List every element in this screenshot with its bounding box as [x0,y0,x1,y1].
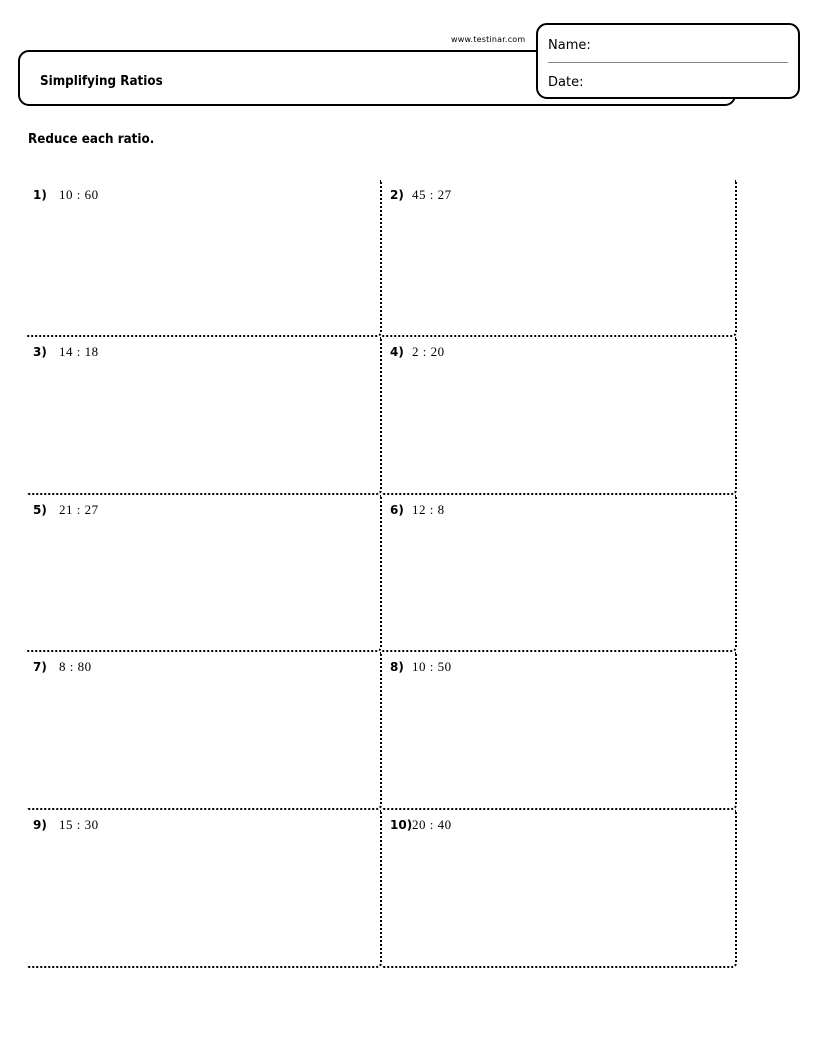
question-cell [27,495,382,652]
question-number: 6) [390,503,404,517]
question-ratio: 10 : 60 [59,187,99,202]
name-divider [548,62,788,63]
question-cell [382,810,737,968]
question-ratio: 45 : 27 [412,187,452,202]
question-cell [27,810,382,968]
question-cell [382,495,737,652]
question-cell [27,652,382,810]
question-number: 9) [33,818,47,832]
question-number: 1) [33,188,47,202]
question-ratio: 21 : 27 [59,502,99,517]
question-number: 8) [390,660,404,674]
name-date-box [536,23,800,99]
question-cell [382,337,737,495]
question-number: 2) [390,188,404,202]
website-url: www.testinar.com [451,35,526,44]
question-number: 3) [33,345,47,359]
question-number: 5) [33,503,47,517]
question-ratio: 14 : 18 [59,344,99,359]
question-cell [382,180,737,337]
question-ratio: 20 : 40 [412,817,452,832]
question-number: 7) [33,660,47,674]
name-label: Name: [548,38,591,53]
question-cell [382,652,737,810]
question-ratio: 2 : 20 [412,344,445,359]
question-cell [27,180,382,337]
date-label: Date: [548,75,584,90]
question-ratio: 12 : 8 [412,502,445,517]
worksheet-title: Simplifying Ratios [40,74,163,89]
question-ratio: 10 : 50 [412,659,452,674]
question-cell [27,337,382,495]
question-number: 4) [390,345,404,359]
question-ratio: 8 : 80 [59,659,92,674]
instructions: Reduce each ratio. [28,132,155,147]
question-ratio: 15 : 30 [59,817,99,832]
question-number: 10) [390,818,413,832]
